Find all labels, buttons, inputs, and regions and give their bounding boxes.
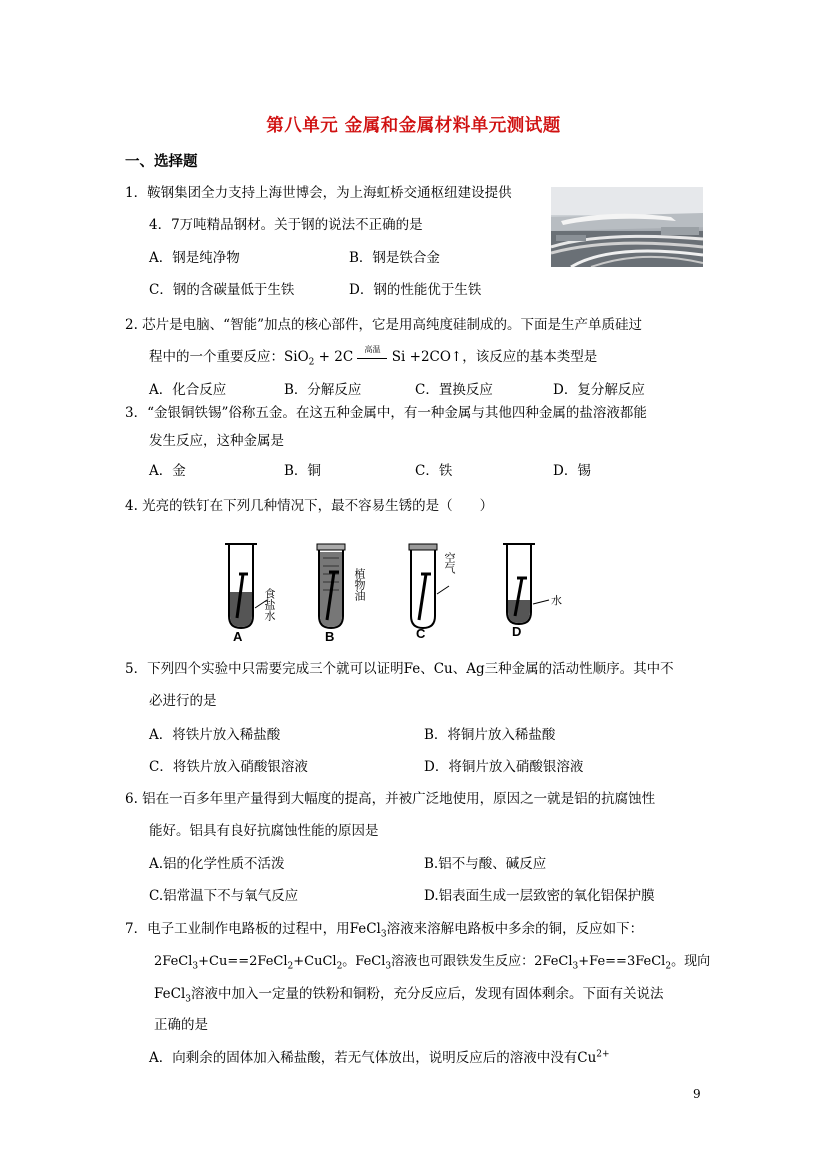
tube-c-letter: C	[416, 626, 426, 641]
tube-c	[409, 544, 456, 641]
q7-l1-post: 溶液来溶解电路板中多余的铜，反应如下：	[386, 921, 644, 937]
q7-l2-c: +CuCl	[293, 954, 337, 969]
q7-l2-c-sub: 2	[336, 961, 343, 972]
question-5-option-d: D．将铜片放入硝酸银溶液	[424, 759, 584, 775]
question-1-line-2: 4．7万吨精品钢材。关于钢的说法不正确的是	[149, 217, 423, 233]
question-5-line-1: 5．下列四个实验中只需要完成三个就可以证明Fe、Cu、Ag三种金属的活动性顺序。其中不	[125, 661, 674, 677]
tube-c-label: 空气	[443, 552, 455, 574]
q7-a-sup: 2+	[596, 1049, 610, 1060]
tube-a	[225, 544, 276, 644]
q7-l3-pre: FeCl	[154, 986, 186, 1002]
q7-l2-e-sub: 3	[572, 961, 579, 972]
q7-l2-d: 。FeCl	[342, 954, 386, 969]
question-5-option-a: A．将铁片放入稀盐酸	[149, 727, 281, 743]
reaction-condition	[357, 345, 387, 366]
question-3-option-d: D．锡	[553, 463, 591, 479]
question-6-option-c: C.铝常温下不与氧气反应	[149, 888, 299, 904]
question-1-option-b: B．钢是铁合金	[349, 250, 440, 266]
question-5-line-2: 必进行的是	[149, 693, 217, 709]
question-6-option-b: B.铝不与酸、碱反应	[424, 856, 547, 872]
q7-l2-b: +Cu==2FeCl	[198, 954, 288, 969]
question-1-option-a: A．钢是纯净物	[149, 250, 240, 266]
question-6-option-a: A.铝的化学性质不活泼	[149, 856, 285, 872]
question-2-line-2	[149, 345, 598, 368]
q7-a-pre: A．向剩余的固体加入稀盐酸，若无气体放出，说明反应后的溶液中没有Cu	[149, 1050, 597, 1066]
question-2-line-1: 2. 芯片是电脑、“智能”加点的核心部件，它是用高纯度硅制成的。下面是生产单质硅过	[125, 317, 642, 333]
reaction-subscript: 2	[308, 357, 315, 368]
hongqiao-hub-photo	[551, 187, 703, 267]
q7-l2-e: 溶液也可跟铁发生反应：2FeCl	[391, 954, 573, 969]
question-3-option-c: C．铁	[415, 463, 453, 479]
question-6-line-1: 6. 铝在一百多年里产量得到大幅度的提高，并被广泛地使用，原因之一就是铝的抗腐蚀性	[125, 791, 656, 807]
question-7-line-2	[154, 953, 710, 971]
reaction-text-pre: 程中的一个重要反应：SiO	[149, 349, 309, 365]
hongqiao-hub-illustration	[551, 187, 703, 267]
question-4-line-1: 4. 光亮的铁钉在下列几种情况下，最不容易生锈的是（ ）	[125, 498, 494, 514]
question-1-line-1: 1．鞍钢集团全力支持上海世博会，为上海虹桥交通枢纽建设提供	[125, 185, 512, 201]
q7-l2-b-sub: 2	[287, 961, 294, 972]
reaction-condition-label: 高温	[364, 345, 381, 354]
q7-l2-g: 。现向	[671, 954, 711, 969]
question-2-option-d: D．复分解反应	[553, 382, 645, 398]
q7-l2-a-sub: 3	[192, 961, 199, 972]
question-3-option-a: A．金	[149, 463, 186, 479]
tube-d-label: 水	[551, 595, 562, 607]
question-6-line-2: 能好。铝具有良好抗腐蚀性能的原因是	[149, 823, 379, 839]
section-heading: 一、选择题	[125, 153, 198, 170]
reaction-text-mid: + 2C	[314, 349, 354, 365]
question-3-line-2: 发生反应，这种金属是	[149, 433, 284, 449]
question-1-option-c: C．钢的含碳量低于生铁	[149, 282, 295, 298]
tube-a-letter: A	[233, 629, 243, 644]
tube-d	[503, 544, 562, 639]
q7-l3-post: 溶液中加入一定量的铁粉和铜粉，充分反应后，发现有固体剩余。下面有关说法	[191, 986, 664, 1002]
page-number: 9	[693, 1087, 701, 1101]
tube-b-letter: B	[325, 629, 335, 644]
tube-d-letter: D	[512, 624, 522, 639]
q7-l2-f-sub: 2	[665, 961, 672, 972]
test-tubes-figure	[215, 538, 575, 644]
tube-b-label: 植物油	[353, 568, 365, 601]
q7-l3-sub: 3	[185, 994, 191, 1005]
q7-l2-a: 2FeCl	[154, 954, 193, 969]
page-title: 第八单元 金属和金属材料单元测试题	[266, 116, 561, 136]
tube-a-label: 食盐水	[263, 588, 275, 621]
question-7-line-3	[154, 985, 664, 1003]
question-1-option-d: D．钢的性能优于生铁	[349, 282, 482, 298]
reaction-text-post: Si +2CO↑，该反应的基本类型是	[391, 349, 598, 365]
q7-l1-pre: 7．电子工业制作电路板的过程中，用FeCl	[125, 921, 381, 937]
q7-l1-sub: 3	[380, 929, 387, 940]
tube-b	[317, 544, 366, 644]
question-5-option-c: C．将铁片放入硝酸银溶液	[149, 759, 308, 775]
q7-l2-d-sub: 3	[385, 961, 392, 972]
question-3-line-1: 3．“金银铜铁锡”俗称五金。在这五种金属中，有一种金属与其他四种金属的盐溶液都能	[125, 405, 647, 421]
question-3-option-b: B．铜	[284, 463, 321, 479]
question-7-line-4: 正确的是	[154, 1017, 208, 1033]
question-5-option-b: B．将铜片放入稀盐酸	[424, 727, 556, 743]
question-7-option-a	[149, 1049, 610, 1067]
question-7-line-1	[125, 920, 643, 938]
question-2-option-c: C．置换反应	[415, 382, 493, 398]
question-6-option-d: D.铝表面生成一层致密的氧化铝保护膜	[424, 888, 655, 904]
q7-l2-f: +Fe==3FeCl	[578, 954, 666, 969]
question-2-option-b: B．分解反应	[284, 382, 362, 398]
question-2-option-a: A．化合反应	[149, 382, 227, 398]
